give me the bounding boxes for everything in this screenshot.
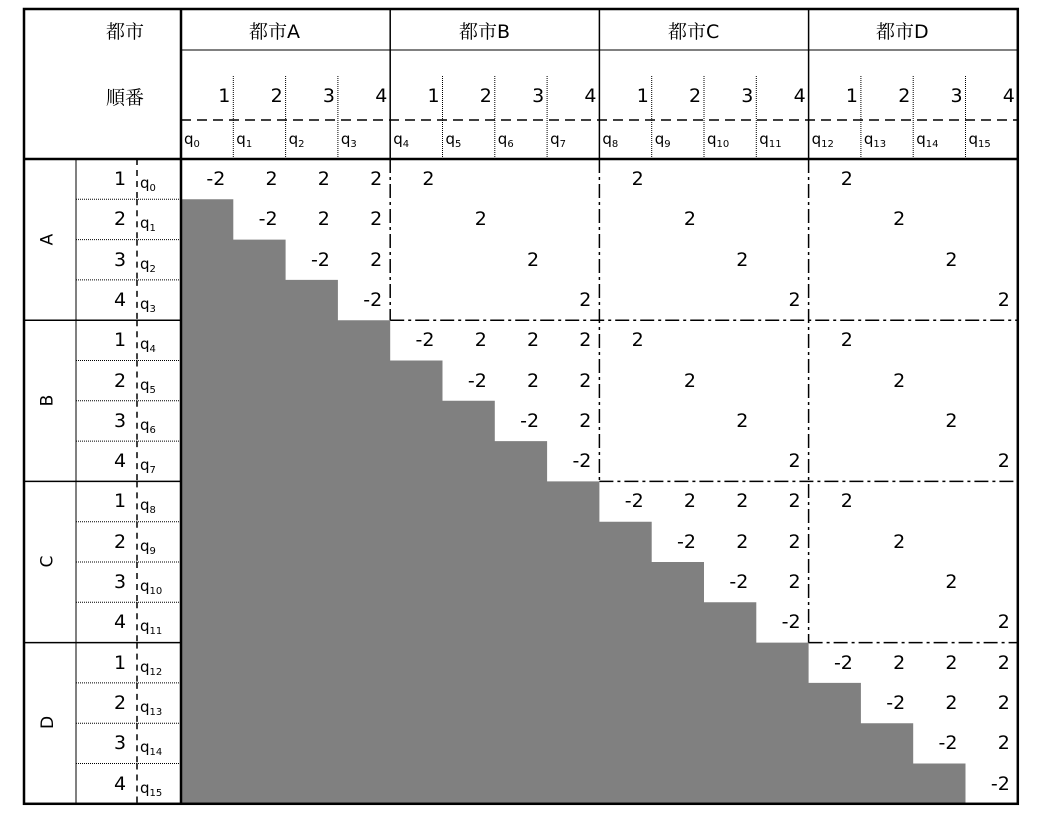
matrix-value: 2 [527, 329, 540, 352]
matrix-value: 2 [317, 208, 330, 231]
column-order-number: 2 [898, 85, 911, 107]
matrix-value: 2 [788, 288, 801, 311]
row-order-number: 2 [114, 369, 127, 392]
matrix-value: 2 [631, 168, 644, 190]
matrix-value: 2 [788, 530, 801, 553]
matrix-value: 2 [945, 248, 958, 271]
column-order-number: 3 [741, 85, 754, 107]
column-q-label: $q_6$ [497, 130, 514, 150]
diagonal-value: -2 [572, 450, 592, 473]
matrix-value: 2 [788, 450, 801, 473]
row-order-number: 3 [114, 732, 127, 755]
diagonal-value: -2 [624, 490, 644, 513]
matrix-value: 2 [893, 530, 906, 553]
row-order-number: 3 [114, 409, 127, 432]
column-order-number: 2 [270, 85, 283, 107]
row-q-label: $q_0$ [140, 174, 156, 194]
row-q-label: $q_7$ [140, 456, 156, 477]
row-q-label: $q_3$ [140, 294, 156, 315]
matrix-value: 2 [945, 409, 958, 432]
matrix-value: 2 [736, 409, 749, 432]
matrix-value: 2 [997, 611, 1010, 634]
diagonal-value: -2 [467, 369, 487, 392]
row-q-label: $q_{11}$ [140, 617, 163, 638]
matrix-value: 2 [736, 248, 749, 271]
diagonal-value: -2 [938, 732, 958, 755]
column-order-number: 4 [584, 85, 597, 107]
column-city-B: 都市B [459, 21, 511, 43]
row-order-number: 2 [114, 691, 127, 714]
column-q-label: $q_8$ [602, 130, 619, 150]
column-q-label: $q_4$ [393, 130, 410, 150]
row-order-number: 4 [114, 450, 127, 473]
row-q-label: $q_6$ [140, 415, 156, 436]
diagonal-value: -2 [310, 248, 330, 271]
diagonal-value: -2 [990, 772, 1010, 795]
matrix-value: 2 [474, 208, 487, 231]
matrix-value: 2 [893, 208, 906, 231]
column-order-number: 2 [479, 85, 492, 107]
matrix-value: 2 [683, 369, 696, 392]
column-q-label: $q_0$ [184, 130, 200, 150]
row-order-number: 4 [114, 772, 127, 795]
row-q-label: $q_{14}$ [140, 738, 163, 759]
diagonal-value: -2 [415, 329, 435, 352]
column-city-C: 都市C [668, 21, 720, 43]
row-q-label: $q_4$ [140, 335, 156, 356]
row-q-label: $q_{13}$ [140, 697, 163, 718]
matrix-value: 2 [683, 490, 696, 513]
diagonal-value: -2 [258, 208, 278, 231]
column-order-number: 1 [845, 85, 858, 107]
matrix-value: 2 [893, 651, 906, 674]
matrix-value: 2 [474, 329, 487, 352]
row-order-number: 1 [114, 168, 127, 190]
column-q-label: $q_7$ [550, 130, 566, 150]
diagonal-value: -2 [833, 651, 853, 674]
column-order-number: 3 [950, 85, 963, 107]
matrix-value: 2 [736, 530, 749, 553]
row-city-label: B [37, 394, 58, 407]
row-order-number: 2 [114, 530, 127, 553]
matrix-value: 2 [997, 732, 1010, 755]
column-q-label: $q_{15}$ [968, 130, 991, 150]
matrix-value: 2 [579, 288, 592, 311]
row-order-number: 1 [114, 490, 127, 513]
matrix-value: 2 [945, 651, 958, 674]
diagonal-value: -2 [520, 409, 540, 432]
row-q-label: $q_{10}$ [140, 577, 163, 597]
matrix-value: 2 [579, 409, 592, 432]
matrix-value: 2 [317, 168, 330, 190]
row-order-number: 4 [114, 611, 127, 634]
column-order-number: 4 [793, 85, 806, 107]
row-order-number: 3 [114, 571, 127, 593]
row-order-number: 1 [114, 651, 127, 674]
column-q-label: $q_9$ [654, 130, 671, 150]
column-order-number: 3 [532, 85, 545, 107]
matrix-value: 2 [840, 490, 853, 513]
matrix-value: 2 [579, 369, 592, 392]
row-order-number: 1 [114, 329, 127, 352]
matrix-value: 2 [788, 571, 801, 593]
order-header-label: 順番 [106, 87, 145, 109]
row-q-label: $q_{15}$ [140, 778, 163, 799]
row-order-number: 3 [114, 248, 127, 271]
matrix-value: 2 [370, 248, 383, 271]
matrix-value: 2 [893, 369, 906, 392]
column-order-number: 1 [636, 85, 649, 107]
matrix-value: 2 [422, 168, 435, 190]
row-q-label: $q_5$ [140, 375, 156, 396]
row-q-label: $q_9$ [140, 536, 156, 557]
diagonal-value: -2 [677, 530, 696, 553]
column-q-label: $q_{10}$ [707, 130, 730, 150]
column-q-label: $q_{13}$ [863, 130, 887, 150]
matrix-value: 2 [683, 208, 696, 231]
matrix-value: 2 [997, 450, 1010, 473]
column-q-label: $q_{14}$ [916, 130, 939, 150]
matrix-value: 2 [265, 168, 278, 190]
column-city-D: 都市D [876, 21, 929, 43]
row-city-label: C [37, 555, 58, 568]
column-order-number: 3 [322, 85, 335, 107]
diagonal-value: -2 [886, 691, 906, 714]
matrix-value: 2 [370, 208, 383, 231]
diagonal-value: -2 [729, 571, 749, 593]
matrix-value: 2 [527, 248, 540, 271]
row-q-label: $q_{12}$ [140, 657, 163, 678]
matrix-value: 2 [997, 691, 1010, 714]
row-city-label: D [38, 716, 59, 730]
column-order-number: 1 [427, 85, 440, 107]
column-city-A: 都市A [249, 21, 300, 43]
matrix-value: 2 [997, 288, 1010, 311]
column-q-label: $q_2$ [288, 130, 305, 150]
matrix-value: 2 [997, 651, 1010, 674]
column-q-label: $q_3$ [340, 130, 357, 150]
matrix-value: 2 [579, 329, 592, 352]
matrix-value: 2 [527, 369, 540, 392]
column-q-label: $q_5$ [445, 130, 462, 150]
column-order-number: 2 [689, 85, 702, 107]
row-q-label: $q_1$ [140, 214, 156, 235]
diagonal-value: -2 [206, 168, 226, 190]
matrix-value: 2 [631, 329, 644, 352]
matrix-value: 2 [840, 329, 853, 352]
matrix-value: 2 [370, 168, 383, 190]
diagonal-value: -2 [363, 288, 383, 311]
row-order-number: 2 [114, 208, 127, 231]
matrix-value: 2 [945, 691, 958, 714]
diagonal-value: -2 [781, 611, 801, 634]
column-q-label: $q_{11}$ [759, 130, 782, 150]
column-order-number: 4 [1002, 85, 1015, 107]
matrix-value: 2 [788, 490, 801, 513]
column-q-label: $q_{12}$ [811, 130, 834, 150]
matrix-value: 2 [736, 490, 749, 513]
row-city-label: A [37, 233, 58, 245]
row-q-label: $q_8$ [140, 496, 156, 517]
city-header-label: 都市 [106, 21, 145, 43]
column-order-number: 1 [218, 85, 231, 107]
matrix-value: 2 [840, 168, 853, 190]
row-order-number: 4 [114, 288, 127, 311]
matrix-value: 2 [945, 571, 958, 593]
column-order-number: 4 [375, 85, 388, 107]
row-q-label: $q_2$ [140, 254, 156, 275]
column-q-label: $q_1$ [236, 130, 253, 150]
